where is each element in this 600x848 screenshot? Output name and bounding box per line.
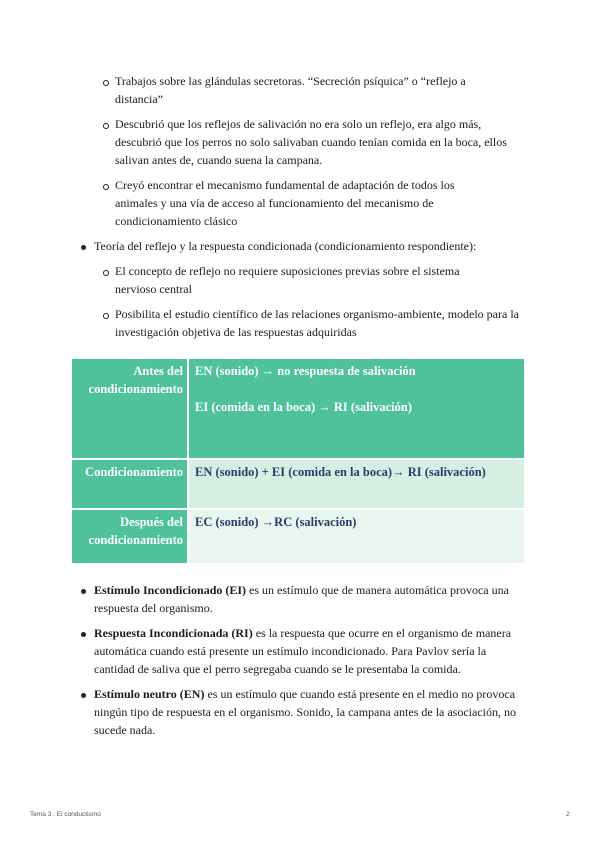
definition-text: es la respuesta que ocurre en el organismo de manera: [252, 626, 512, 640]
table-cell: [189, 510, 524, 563]
cell-line: EI (comida en la boca) → RI (salivación): [195, 400, 413, 414]
list-item-line: Descubrió que los reflejos de salivación no era solo un reflejo, era algo más,: [115, 117, 482, 131]
list-item-line: descubrió que los perros no solo salivaban cuando tenían comida en la boca, ellos: [115, 135, 507, 149]
list-item-line: Posibilita el estudio científico de las relaciones organismo-ambiente, modelo para la: [115, 307, 519, 321]
label-line: Condicionamiento: [85, 465, 183, 479]
theory-line: Teoría del reflejo y la respuesta condicionada (condicionamiento respondiente):: [94, 239, 477, 253]
table-divider: [72, 458, 524, 460]
list-item-line: condicionamiento clásico: [115, 214, 238, 228]
list-item-line: Creyó encontrar el mecanismo fundamental de adaptación de todos los: [115, 178, 455, 192]
list-item-line: Trabajos sobre las glándulas secretoras. “Secreción psíquica” o “reflejo a: [115, 74, 466, 88]
hollow-bullet-icon: [103, 123, 109, 129]
cell-line: EN (sonido) + EI (comida en la boca)→ RI (salivación): [195, 465, 486, 479]
list-item-line: El concepto de reflejo no requiere suposiciones previas sobre el sistema: [115, 264, 460, 278]
table-row-label: [72, 460, 187, 508]
label-line: condicionamiento: [88, 533, 183, 547]
hollow-bullet-icon: [103, 184, 109, 190]
definition-text: es un estímulo que de manera automática provoca una: [246, 583, 509, 597]
list-item-line: animales y una vía de acceso al funcionamiento del mecanismo de: [115, 196, 434, 210]
table-row-label: [72, 510, 187, 563]
definition-line: [94, 686, 515, 703]
hollow-bullet-icon: [103, 270, 109, 276]
list-item-line: investigación objetiva de las respuestas adquiridas: [115, 325, 357, 339]
label-line: Después del: [120, 515, 183, 529]
conditioning-table: [72, 359, 524, 563]
footer-title: Tema 3 . El conductismo: [30, 811, 101, 818]
table-divider: [72, 508, 524, 510]
table-row-label: [72, 359, 187, 458]
list-item-line: distancia”: [115, 92, 163, 106]
table-cell: [189, 359, 524, 458]
bullet-icon: [81, 693, 86, 698]
hollow-bullet-icon: [103, 313, 109, 319]
cell-line: EC (sonido) →RC (salivación): [195, 515, 357, 529]
list-item-line: salivan antes de, cuando suena la campana.: [115, 153, 323, 167]
hollow-bullet-icon: [103, 80, 109, 86]
definition-line: ningún tipo de respuesta en el organismo. Sonido, la campana antes de la asociación, no: [94, 705, 516, 719]
definition-term: Estímulo neutro (EN): [94, 687, 205, 701]
definition-term: Estímulo Incondicionado (EI): [94, 583, 247, 597]
page-number: 2: [566, 811, 570, 818]
table-cell: [189, 460, 524, 508]
list-item-line: nervioso central: [115, 282, 192, 296]
definition-line: sucede nada.: [94, 723, 156, 737]
definition-line: respuesta del organismo.: [94, 601, 213, 615]
definition-line: cantidad de saliva que el perro segregaba cuando se le presentaba la comida.: [94, 662, 461, 676]
definition-line: [94, 582, 509, 599]
label-line: condicionamiento: [88, 382, 183, 396]
bullet-icon: [81, 589, 86, 594]
cell-line: EN (sonido) → no respuesta de salivación: [195, 364, 416, 378]
label-line: Antes del: [133, 364, 183, 378]
table-divider: [187, 359, 189, 563]
bullet-icon: [81, 245, 86, 250]
definition-line: automática cuando está presente un estímulo incondicionado. Para Pavlov sería la: [94, 644, 487, 658]
definition-text: es un estímulo que cuando está presente en el medio no provoca: [204, 687, 516, 701]
definition-term: Respuesta Incondicionada (RI): [94, 626, 253, 640]
definition-line: [94, 625, 511, 642]
bullet-icon: [81, 632, 86, 637]
